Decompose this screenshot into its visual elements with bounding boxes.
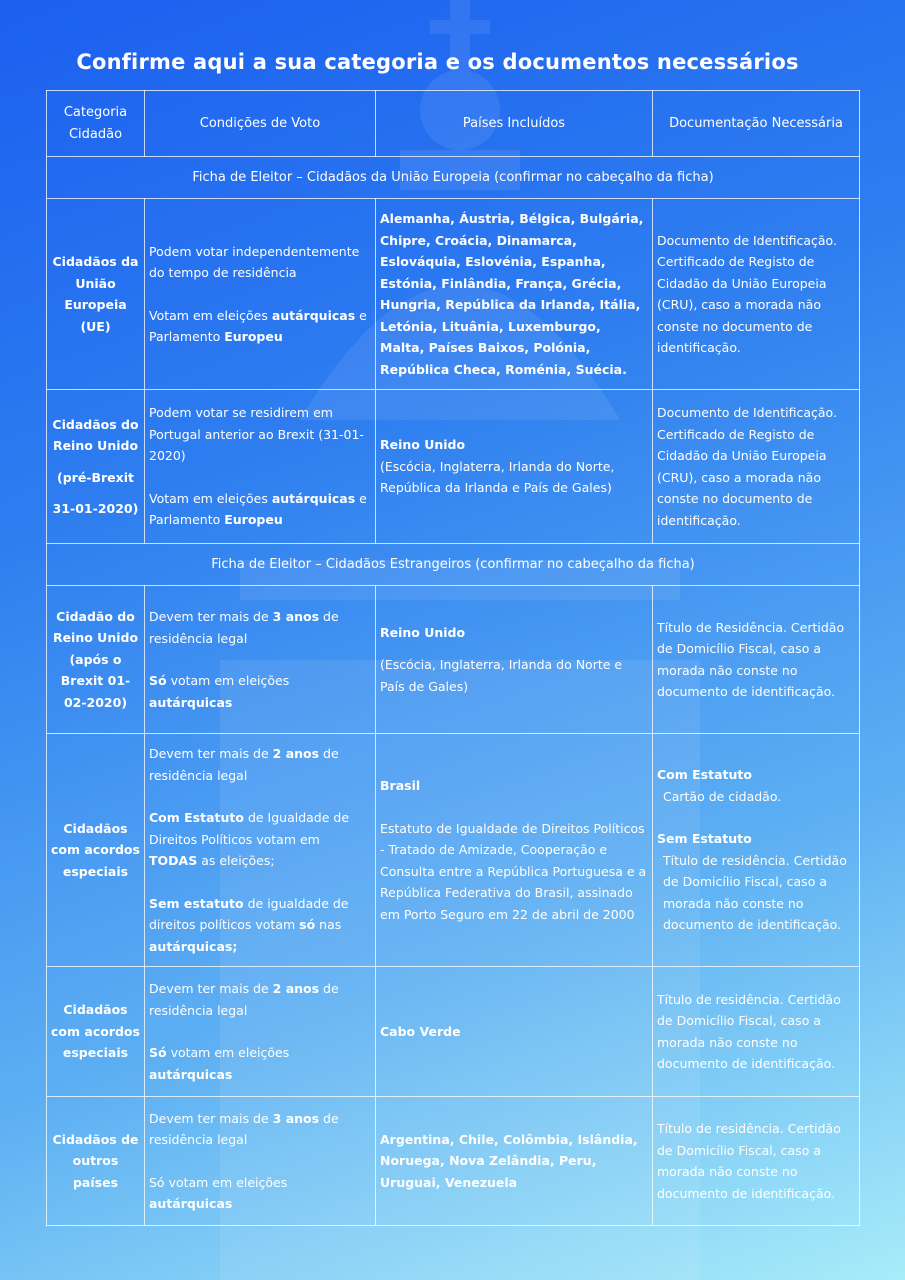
condition-text: Podem votar se residirem em Portugal anterior ao Brexit (31-01-2020): [149, 405, 364, 464]
table-row-cape-verde: [47, 967, 860, 1097]
country-name: Reino Unido: [380, 624, 466, 640]
condition-part: de residência legal: [149, 609, 339, 646]
category-cell: Cidadãos da União Europeia (UE): [47, 199, 145, 390]
category-cell: Cidadão do Reino Unido (após o Brexit 01-02-2020): [47, 586, 145, 734]
condition-emphasis: autárquicas: [149, 1196, 233, 1211]
condition-emphasis: 3 anos: [272, 609, 320, 624]
condition-emphasis: Só: [149, 1045, 167, 1060]
table-row-uk-post-brexit: [47, 586, 860, 734]
condition-part: e Parlamento: [149, 307, 367, 344]
condition-emphasis: autárquicas: [271, 307, 356, 323]
condition-text: Podem votar independentemente do tempo de residência: [149, 243, 360, 280]
section-foreign-title: Ficha de Eleitor – Cidadãos Estrangeiros (confirmar no cabeçalho da ficha): [47, 544, 860, 586]
condition-part: de igualdade de direitos políticos votam: [149, 895, 349, 932]
conditions-cell: [145, 390, 376, 544]
countries-cell: Argentina, Chile, Colômbia, Islândia, Noruega, Nova Zelândia, Peru, Uruguai, Venezuela: [376, 1097, 653, 1226]
condition-part: de residência legal: [149, 981, 339, 1018]
documents-text: Cartão de cidadão.: [663, 788, 782, 804]
header-documents: Documentação Necessária: [653, 91, 860, 157]
condition-emphasis: autárquicas: [271, 490, 356, 506]
header-conditions: Condições de Voto: [145, 91, 376, 157]
condition-part: Devem ter mais de: [149, 609, 273, 624]
condition-text: [149, 743, 371, 786]
condition-emphasis: 2 anos: [272, 981, 320, 996]
category-label: Cidadãos do Reino Unido: [52, 416, 139, 453]
documents-cell: Título de residência. Certidão de Domicílio Fiscal, caso a morada não conste no documento de identificação.: [653, 967, 860, 1097]
condition-part: as eleições;: [197, 853, 275, 868]
category-cell: Cidadãos de outros países: [47, 1097, 145, 1226]
condition-part: Só votam em eleições: [149, 1174, 288, 1190]
condition-text: [149, 978, 371, 1021]
section-row-eu: [47, 157, 860, 199]
documents-text: Título de residência. Certidão de Domicílio Fiscal, caso a morada não conste no documento de identificação.: [663, 852, 847, 933]
conditions-cell: [145, 734, 376, 967]
conditions-cell: [145, 1097, 376, 1226]
country-detail: (Escócia, Inglaterra, Irlanda do Norte, República da Irlanda e País de Gales): [380, 458, 615, 496]
condition-part: de residência legal: [149, 746, 339, 783]
countries-cell: [376, 586, 653, 734]
table-row-other-countries: [47, 1097, 860, 1226]
country-detail: Estatuto de Igualdade de Direitos Políticos - Tratado de Amizade, Cooperação e Consulta entre a República Portuguesa e a República Federativa do Brasil, assinado em Porto Seguro em 22 de abril de 2000: [380, 820, 647, 922]
condition-part: Devem ter mais de: [149, 746, 273, 761]
table-row-eu: [47, 199, 860, 390]
country-name: Reino Unido: [380, 437, 466, 453]
documents-cell: [653, 734, 860, 967]
condition-text: [149, 893, 371, 958]
countries-cell: Alemanha, Áustria, Bélgica, Bulgária, Chipre, Croácia, Dinamarca, Eslováquia, Eslovénia, Espanha, Estónia, Finlândia, França, Grécia, Hungria, República da Irlanda, Itália, Letónia, Lituânia, Luxemburgo, Malta, Países Baixos, Polónia, República Checa, Roménia, Suécia.: [376, 199, 653, 390]
condition-emphasis: 3 anos: [272, 1110, 320, 1126]
documents-heading: Sem Estatuto: [657, 831, 752, 847]
condition-part: Votam em eleições: [149, 490, 272, 506]
countries-cell: [376, 734, 653, 967]
voting-categories-table: [46, 90, 860, 1226]
header-category: [47, 91, 145, 157]
table-row-brazil: [47, 734, 860, 967]
condition-text: [149, 1172, 371, 1215]
category-label: 31-01-2020): [52, 501, 139, 516]
condition-text: [149, 1108, 371, 1151]
table-row-uk-pre-brexit: [47, 390, 860, 544]
condition-emphasis: autárquicas;: [149, 938, 238, 954]
condition-part: Devem ter mais de: [149, 981, 273, 996]
documents-cell: Título de Residência. Certidão de Domicílio Fiscal, caso a morada não conste no documento de identificação.: [653, 586, 860, 734]
condition-emphasis: Com Estatuto: [149, 810, 244, 825]
section-eu-title: Ficha de Eleitor – Cidadãos da União Europeia (confirmar no cabeçalho da ficha): [47, 157, 860, 199]
condition-part: e Parlamento: [149, 490, 367, 528]
documents-cell: Documento de Identificação. Certificado de Registo de Cidadão da União Europeia (CRU), caso a morada não conste no documento de identificação.: [653, 390, 860, 544]
country-detail: (Escócia, Inglaterra, Irlanda do Norte e País de Gales): [380, 657, 623, 694]
condition-emphasis: 2 anos: [272, 746, 320, 761]
condition-emphasis: autárquicas: [149, 694, 233, 710]
condition-emphasis: só: [299, 917, 316, 932]
category-cell: Cidadãos com acordos especiais: [47, 967, 145, 1097]
conditions-cell: [145, 967, 376, 1097]
countries-cell: Cabo Verde: [376, 967, 653, 1097]
condition-part: de Igualdade de Direitos Políticos votam em: [149, 810, 350, 847]
condition-part: Devem ter mais de: [149, 1110, 273, 1126]
conditions-cell: [145, 586, 376, 734]
condition-emphasis: autárquicas: [149, 1066, 233, 1082]
condition-emphasis: Sem estatuto: [149, 895, 244, 911]
documents-cell: Documento de Identificação. Certificado de Registo de Cidadão da União Europeia (CRU), caso a morada não conste no documento de identificação.: [653, 199, 860, 390]
condition-part: Votam em eleições: [149, 307, 272, 323]
condition-text: [149, 1042, 371, 1085]
condition-text: [149, 488, 371, 531]
documents-heading: Com Estatuto: [657, 767, 752, 783]
condition-emphasis: Europeu: [224, 512, 283, 528]
condition-part: de residência legal: [149, 1110, 339, 1147]
category-cell: [47, 390, 145, 544]
category-cell: Cidadãos com acordos especiais: [47, 734, 145, 967]
header-row: [47, 91, 860, 157]
condition-part: votam em eleições: [166, 1045, 290, 1060]
condition-part: votam em eleições: [166, 673, 290, 688]
condition-emphasis: Europeu: [224, 329, 283, 344]
condition-text: [149, 606, 371, 649]
countries-cell: [376, 390, 653, 544]
condition-emphasis: TODAS: [149, 853, 198, 868]
condition-text: [149, 305, 371, 348]
category-label: (pré-Brexit: [57, 469, 134, 485]
condition-text: [149, 670, 371, 713]
section-row-foreign: [47, 544, 860, 586]
conditions-cell: [145, 199, 376, 390]
header-category-label: Categoria Cidadão: [63, 105, 128, 142]
documents-cell: Título de residência. Certidão de Domicílio Fiscal, caso a morada não conste no documento de identificação.: [653, 1097, 860, 1226]
header-countries: Países Incluídos: [376, 91, 653, 157]
page-title: Confirme aqui a sua categoria e os documentos necessários: [76, 50, 799, 74]
country-name: Brasil: [380, 778, 421, 793]
condition-text: [149, 807, 371, 872]
condition-part: nas: [315, 917, 342, 932]
condition-emphasis: Só: [149, 673, 167, 688]
